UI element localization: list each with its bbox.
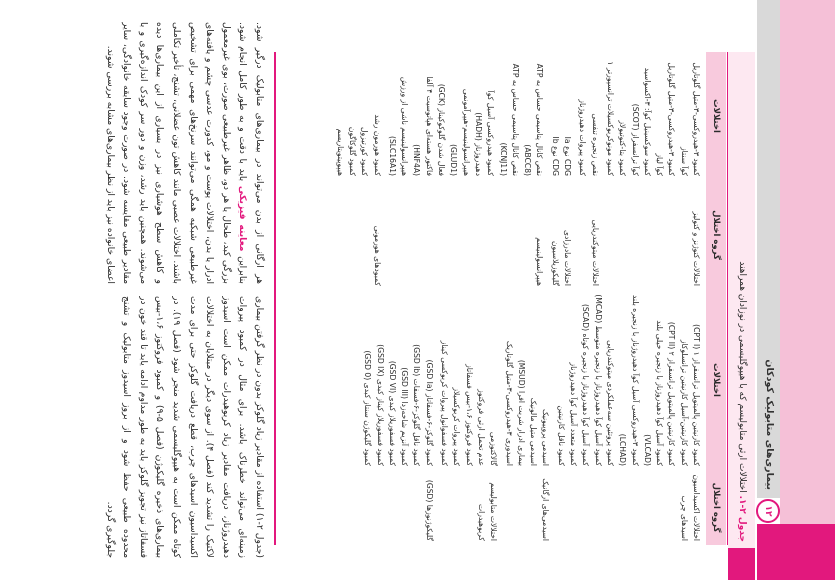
disorder-item: کمبود متعدد آسیل کوآ دهیدروژناز [569,362,579,466]
disorder-list [438,290,499,470]
table-header-row [706,52,726,545]
disorder-item: گالاکتوزمی [489,431,499,466]
disorder-item: کمبود فسفوانول پیروات کربوکسی کیناز [440,340,450,466]
disorder-list [502,290,551,470]
disorder-item: کمبود فسفوریلاز کیناز کبدی (GSD IX) [375,344,385,466]
disorder-item: کمبود آسیل کوآ دهیدروژناز با زنجیره کوتاه (SCAD) [581,303,591,466]
disorder-group-label: اختلالات متابولیسم کربوهیدرات [476,482,499,541]
disorder-list [604,52,702,180]
table-caption-text: اختلالات ارثی متابولیسم که با هیپوگلیسمی در نوزادان همراهند [737,261,747,496]
disorder-item: کمبود پروتئین سه‌عملکردی میتوکندریایی [605,340,615,466]
disorder-item: کمبود گلیکوژن سنتاز کبدی (GSD 0) [363,350,373,466]
disorder-item: کمبود سوکسینیل کوآ: ۳-اکسواسید کوآ ترانسفراز (SCOT) [630,67,652,176]
top-color-band [780,0,835,580]
body-text-right-column: (جدول ۲-۱) استفاده از مقادیر زیاد گلوکز بدون در نظر گرفتن بیماری زمینه‌ای می‌تواند خطرناک باشد. برای مثال در کمبود پیروات دهیدروژناز، دریافت مقادیر زیاد کربوهیدرات ممکن است اسیدوز لاکتیک را تشدید کند (فصل ۴). از سوی دیگر در مبتلایان به اختلالات اکسیداسیون اسیدهای چرب، قطع دریافت گلوکز حتی برای مدت کوتاه ممکن است به هیپوگلیسمی شدید منجر شود (فصل ۱۹). در بیماری‌های ذخیره گلیکوژن (فصل ۵-۹) و کمبود فروکتوز ۱،۶-بیس فسفاتاز نیز تجویز گلوکز باید به طور مداوم ادامه یابد تا قند خون در محدوده طبیعی حفظ شود و از بروز اسیدوز متابولیک و تشنج جلوگیری گردد. [104,296,265,558]
table-right-half [280,290,702,545]
disorder-item: اسیدمی پروپیونیک [541,408,551,466]
disorder-list [548,52,573,180]
table-group-row [548,52,573,290]
running-title: بیماری‌های متابولیک کودکان [764,359,775,490]
disorder-item: کمبود کارنیتین پالمیتویل ترانسفراز ۱ (CPT I) [692,324,701,466]
table-group-row [438,290,499,545]
table-bottom-rule [274,52,276,545]
table-group-row [554,290,702,545]
disorder-item: کمبود کارنیتین پالمیتویل ترانسفراز ۲ (CPT II) [667,321,677,466]
column-header-disorders: اختلالات [711,99,721,133]
disorder-item: کمبود مونوکربوکسیلات ترانسپورتر ۱ [605,61,615,176]
column-header-disorders: اختلالات [711,363,721,397]
disorder-item: اسیدمی متیل مالونیک [529,397,539,466]
disorder-item: کمبود هیدروکسی آسیل کوآ دهیدروژناز (HADH) [473,90,496,176]
disorder-group-label: اختلالات مادرزادی گلیکوزیلاسیون [550,229,573,286]
highlighted-term: معاینه فیزیکی [237,185,249,252]
paragraph-text: باید با دقت و به طور کامل انجام شود. بزرگی کبد، طحال یا هر دو، ظاهر غیرطبیعی صورت، بوی غیرمعمول ادرار یا بدن، اختلالات پوست و مو، کدورت عدسی چشم و یافته‌های غیرطبیعی شبکیه همگی می‌توانند سرنخ‌های مهمی برای تشخیص باشند. اختلالات عصبی مانند کاهش تون عضلانی، تشنج، تأخیر تکاملی و کاهش سطح هوشیاری نیز در بسیاری از این بیماری‌ها دیده می‌شوند. همچنین باید رشد، وزن و دور سر کودک اندازه‌گیری و با مقادیر طبیعی مقایسه شود. در صورت وجود سابقه خانوادگی، سایر اعضای خانواده نیز باید از نظر بیماری‌های مشابه بررسی شوند. [104,22,249,284]
table-group-row [333,52,382,290]
paragraph-text: هر ارگانی از بدن می‌تواند در بیماری‌های متابولیک درگیر شود. بنابراین [237,22,265,284]
disorder-list [333,52,382,180]
disorder-item: کمبود فروکتوز ۱،۶-بیس فسفاتاز [464,364,474,466]
disorder-item: کمبود کورتیزول [360,127,370,176]
disorder-item: CDG نوع Ia [563,136,573,176]
disorder-group-label: کمبودهای هورمونی [372,225,382,286]
disorder-item: فاکتور هسته‌ای هپاتوسیت ۴ آلفا (HNF4A) [412,76,434,176]
disorder-group-label: هیپرانسولینیسم [535,237,545,286]
table-group-row [604,52,702,290]
disorder-item: کمبود بتا-کتوتیولاز [618,120,628,176]
disorder-item: کمبود پیروات دهیدروژناز [578,99,588,176]
disorder-item: عدم تحمل ارثی فروکتوز [476,389,486,466]
disorder-item: کمبود ناقل کارنیتین [556,405,566,466]
table-group-row [502,290,551,545]
running-header-bar [757,0,780,498]
disorder-item: کمبود هورمون رشد [372,114,382,176]
disorder-group-label: اختلالات اکسیداسیون اسیدهای چرب [679,474,701,541]
disorder-item: کمبود آسیل کوآ دهیدروژناز با زنجیره متوسط (MCAD) [593,294,603,466]
disorder-item: هیپرانسولینیسم ناشی از ورزش (SLC16A1) [387,76,410,176]
table-group-row [576,52,601,290]
disorder-item: CDG نوع Ib [550,136,560,176]
disorder-item: هیپرانسولینیسم-هیپرآمونمی (GLUD1) [449,88,471,176]
table-caption [728,52,755,548]
table-group-row [386,52,546,290]
disorder-group-label: گلیکوژنوزها (GSD) [424,479,434,541]
disorder-item: هیپوپیتویتاریسم [335,128,345,176]
disorder-item: کمبود گلوکز-۶-فسفاتاز (GSD Ia) [424,359,434,466]
disorder-item: کمبود ۳-هیدروکسی-۳-متیل گلوتاریل کوآ لیاز [655,62,677,176]
disorder-item: نقص کانال پتاسیمی حساس به ATP (KCNJ11) [498,63,520,176]
disorder-item: نقص زنجیره تنفسی [590,113,600,176]
disorder-item: بیماری ادرار شربت افرا (MSUD) [516,359,526,466]
disorder-item: فعال شدن گلوکوکیناز (GCK) [437,83,447,176]
caption-tab [728,548,755,580]
disorder-item: کمبود کارنیتین-آسیل کارنیتین ترانسلوکاز [679,339,689,466]
disorder-item: کمبود آنزیم شاخه‌زدا (GSD III) [400,367,410,466]
disorder-item: کمبود فسفوریلاز کبدی (GSD VI) [387,360,397,466]
table-group-row [361,290,435,545]
table-top-rule [727,52,728,545]
disorder-group-label: اختلالات میتوکندریایی [590,219,600,286]
disorder-item: کمبود گلوکاگون [347,126,357,176]
disorder-item: کمبود ۳-هیدروکسی آسیل کوآ دهیدروژناز با زنجیره بلند (LCHAD) [618,294,640,466]
disorder-item: نقص کانال پتاسیمی حساس به ATP (ABCC8) [523,63,545,176]
column-header-group: گروه اختلال [711,210,721,260]
body-text-left-column [45,22,267,284]
disorder-item: کمبود ۳-هیدروکسی-۳-متیل گلوتاریل کوآ سنتاز [679,62,701,176]
disorder-group-label: اختلالات کتوژنز و کتولیز [692,211,701,286]
disorder-item: کمبود آسیل کوآ دهیدروژناز با زنجیره خیلی بلند (VLCAD) [642,320,665,466]
disorder-item: اسیدوری ۳-هیدروکسی-۳-متیل گلوتاریک [504,340,514,466]
disorder-item: کمبود پیروات کربوکسیلاز [452,387,462,466]
column-header-group: گروه اختلال [711,482,721,533]
disorder-group-label: اسیدمی‌های ارگانیک [541,478,551,541]
table-left-half [280,52,702,290]
page-number: ۱۲ [756,499,780,523]
table-caption-label: جدول ۲-۱. [737,495,747,542]
disorder-list [386,52,546,180]
disorder-list [554,290,702,470]
disorder-list [361,290,435,470]
corner-accent-block [757,524,835,580]
disorder-item: کمبود ناقل گلوکز-۶-فسفات (GSD Ib) [412,344,422,466]
disorder-list [576,52,601,180]
